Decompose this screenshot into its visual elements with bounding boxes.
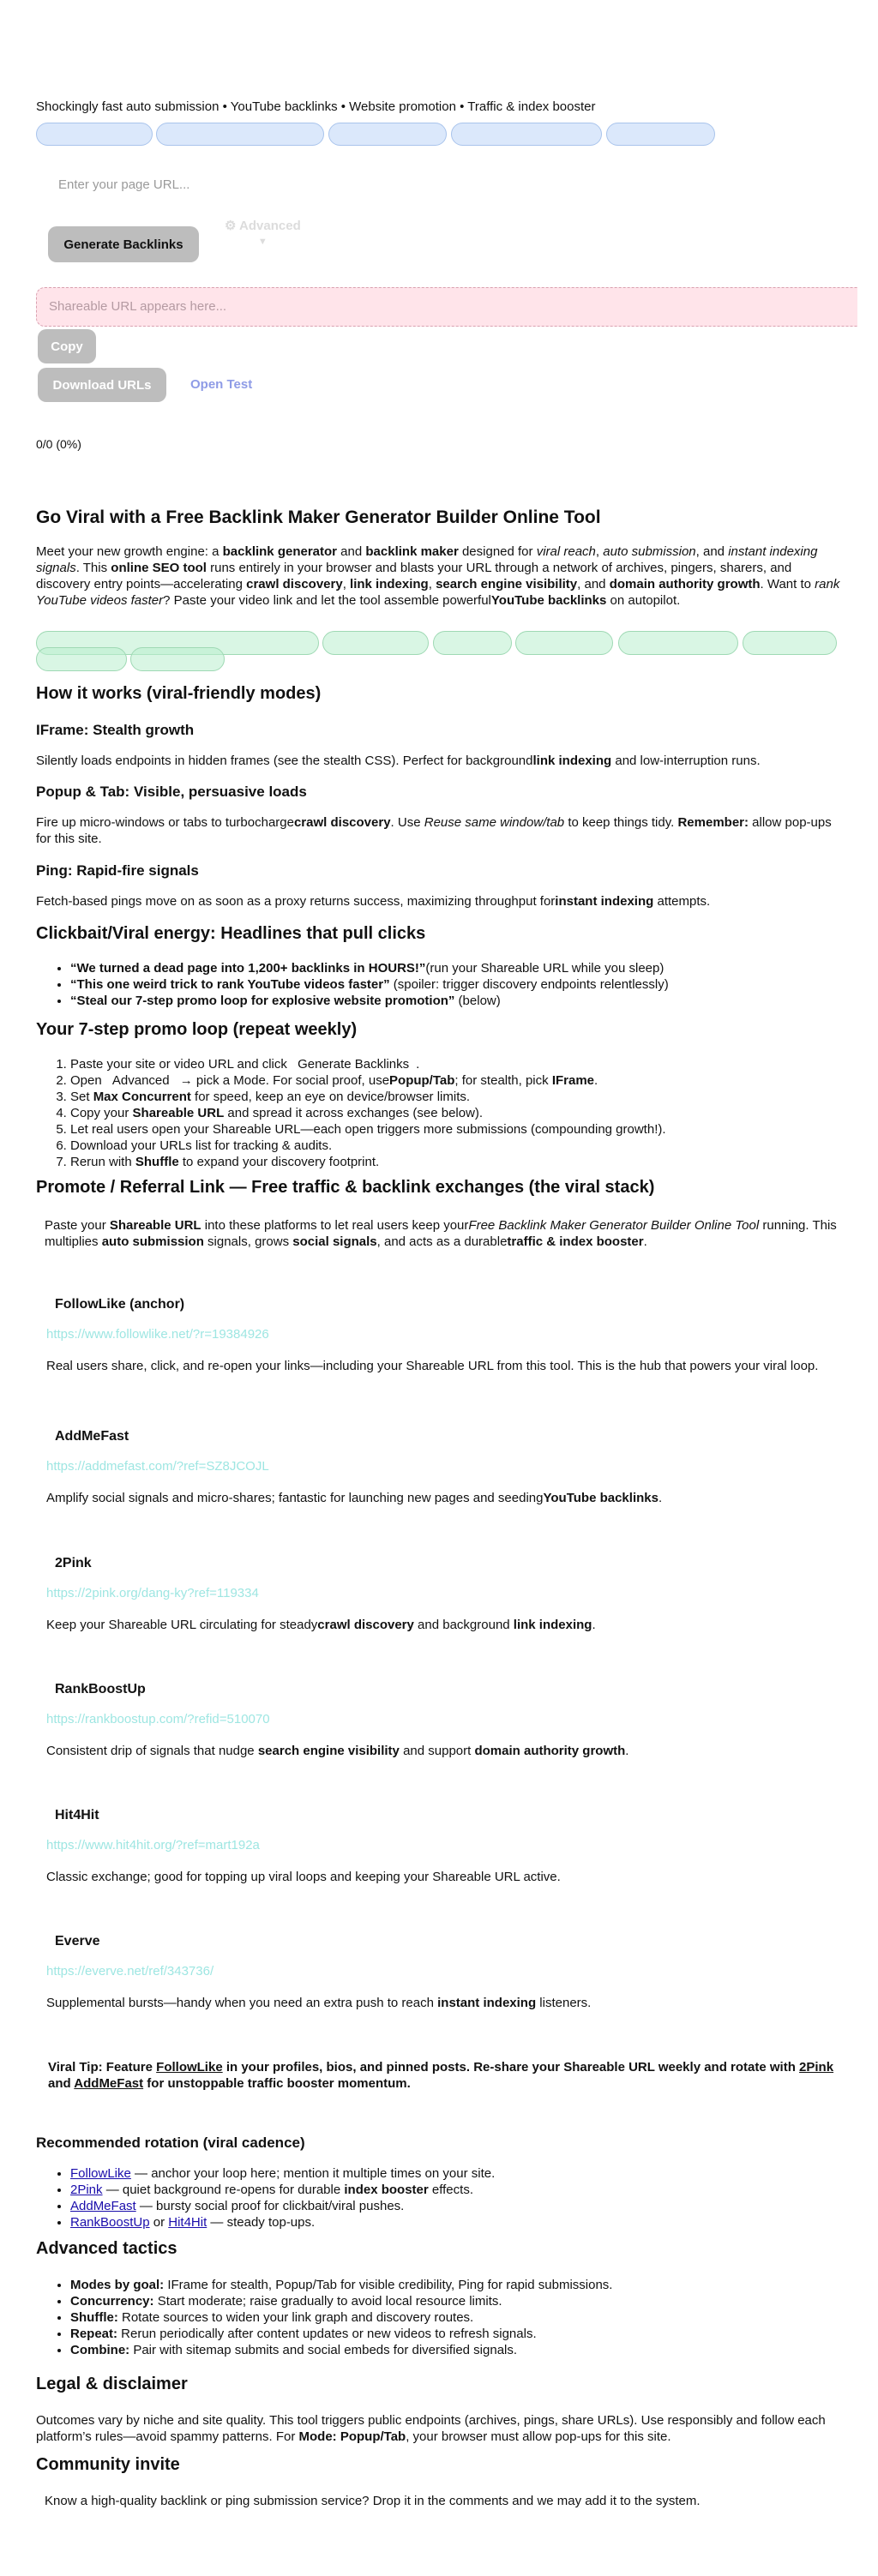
platform-desc-hit4hit: Classic exchange; good for topping up viral loops and keeping your Shareable URL active. xyxy=(46,1870,561,1884)
clickbait-title: Clickbait/Viral energy: Headlines that pull clicks xyxy=(36,924,426,943)
rotation-title: Recommended rotation (viral cadence) xyxy=(36,2135,305,2151)
progress-text: 0/0 (0%) xyxy=(36,437,81,451)
legal-title: Legal & disclaimer xyxy=(36,2375,188,2393)
platform-desc-addmefast: Amplify social signals and micro-shares; fantastic for launching new pages and seedingYouTube backlinks. xyxy=(46,1491,663,1505)
tip-link-addmefast[interactable]: AddMeFast xyxy=(74,2076,144,2091)
platform-link-addmefast[interactable]: https://addmefast.com/?ref=SZ8JCOJL xyxy=(46,1459,269,1474)
platform-name-followlike: FollowLike (anchor) xyxy=(55,1297,185,1312)
rotation-link-2pink[interactable]: 2Pink xyxy=(70,2183,103,2197)
loop-title: Your 7-step promo loop (repeat weekly) xyxy=(36,1020,358,1039)
download-urls-button[interactable]: Download URLs xyxy=(38,368,166,402)
platform-desc-followlike: Real users share, click, and re-open your links—including your Shareable URL from this tool. This is the hub that powers your viral loop. xyxy=(46,1359,819,1373)
list-item: • Shuffle: Rotate sources to widen your link graph and discovery routes. xyxy=(70,2309,847,2326)
rotation-link-rankboostup[interactable]: RankBoostUp xyxy=(70,2215,150,2230)
community-title: Community invite xyxy=(36,2455,180,2474)
advanced-label: ⚙ Advanced xyxy=(225,219,301,233)
tip-link-followlike[interactable]: FollowLike xyxy=(156,2060,223,2075)
keyword-pill[interactable] xyxy=(515,631,613,655)
advanced-list xyxy=(36,2277,847,2358)
popup-title: Popup & Tab: Visible, persuasive loads xyxy=(36,784,307,800)
keyword-pill[interactable] xyxy=(618,631,738,655)
platform-desc-everve: Supplemental bursts—handy when you need an extra push to reach instant indexing listeners. xyxy=(46,1996,592,2010)
clickbait-list xyxy=(36,960,847,1009)
keyword-pill[interactable] xyxy=(130,647,225,671)
popup-paragraph: Fire up micro-windows or tabs to turbochargecrawl discovery. Use Reuse same window/tab to keep things tidy. Remember: allow pop-ups for this site. xyxy=(36,815,832,846)
advanced-title: Advanced tactics xyxy=(36,2239,177,2258)
keyword-pill[interactable] xyxy=(36,647,127,671)
list-item: • Modes by goal: IFrame for stealth, Popup/Tab for visible credibility, Ping for rapid submissions. xyxy=(70,2277,847,2293)
platform-name-rankboostup: RankBoostUp xyxy=(55,1682,146,1696)
platform-desc-rankboostup: Consistent drip of signals that nudge search engine visibility and support domain authority growth. xyxy=(46,1744,629,1758)
step-item: 1. Paste your site or video URL and click Generate Backlinks . xyxy=(70,1056,847,1072)
platform-link-2pink[interactable]: https://2pink.org/dang-ky?ref=119334 xyxy=(46,1586,259,1600)
mode-pill[interactable] xyxy=(451,123,602,146)
iframe-paragraph: Silently loads endpoints in hidden frames (see the stealth CSS). Perfect for backgroundlink indexing and low-interruption runs. xyxy=(36,754,761,768)
list-item: • RankBoostUp or Hit4Hit — steady top-ups. xyxy=(70,2214,847,2231)
promote-intro: Paste your Shareable URL into these platforms to let real users keep yourFree Backlink Maker Generator Builder Online Tool running. This multiplies auto submission signals, grows social signals, and acts as a durabletraffic & index booster. xyxy=(45,1218,837,1249)
rotation-link-addmefast[interactable]: AddMeFast xyxy=(70,2199,136,2213)
how-title: How it works (viral-friendly modes) xyxy=(36,684,322,703)
step-item: 7. Rerun with Shuffle to expand your discovery footprint. xyxy=(70,1154,847,1170)
rotation-link-hit4hit[interactable]: Hit4Hit xyxy=(168,2215,207,2230)
tagline: Shockingly fast auto submission • YouTube backlinks • Website promotion • Traffic & index booster xyxy=(36,99,596,114)
iframe-title: IFrame: Stealth growth xyxy=(36,722,195,738)
platform-name-2pink: 2Pink xyxy=(55,1556,92,1570)
intro-paragraph: Meet your new growth engine: a backlink generator and backlink maker designed for viral reach, auto submission, and instant indexing signals. This online SEO tool runs entirely in your browser and blasts your URL through a network of archives, pingers, sharers, and discovery entry points—accelerating crawl discovery, link indexing, search engine visibility, and domain authority growth. Want to rank YouTube videos faster? Paste your video link and let the tool assemble powerfulYouTube backlinks on autopilot. xyxy=(36,544,840,608)
list-item: • “Steal our 7-step promo loop for explosive website promotion” (below) xyxy=(70,993,847,1009)
platform-name-everve: Everve xyxy=(55,1934,100,1949)
platform-desc-2pink: Keep your Shareable URL circulating for steadycrawl discovery and background link indexing. xyxy=(46,1618,596,1632)
mode-pill[interactable] xyxy=(156,123,324,146)
generate-backlinks-button[interactable]: Generate Backlinks xyxy=(48,226,199,262)
platform-name-hit4hit: Hit4Hit xyxy=(55,1808,99,1822)
advanced-toggle[interactable] xyxy=(225,218,301,247)
list-item: • Combine: Pair with sitemap submits and social embeds for diversified signals. xyxy=(70,2342,847,2358)
list-item: • AddMeFast — bursty social proof for clickbait/viral pushes. xyxy=(70,2198,847,2214)
list-item: • “This one weird trick to rank YouTube videos faster” (spoiler: trigger discovery endpoints relentlessly) xyxy=(70,976,847,993)
step-item: 6. Download your URLs list for tracking & audits. xyxy=(70,1138,847,1154)
step-item: 3. Set Max Concurrent for speed, keep an eye on device/browser limits. xyxy=(70,1089,847,1105)
mode-pill[interactable] xyxy=(606,123,715,146)
list-item: • 2Pink — quiet background re-opens for durable index booster effects. xyxy=(70,2182,847,2198)
list-item: • FollowLike — anchor your loop here; mention it multiple times on your site. xyxy=(70,2165,847,2182)
ping-title: Ping: Rapid-fire signals xyxy=(36,862,199,879)
mode-pill[interactable] xyxy=(36,123,153,146)
promote-title: Promote / Referral Link — Free traffic & backlink exchanges (the viral stack) xyxy=(36,1178,655,1197)
rotation-list xyxy=(36,2165,847,2231)
mode-pill[interactable] xyxy=(328,123,447,146)
copy-button[interactable]: Copy xyxy=(38,329,96,363)
ping-paragraph: Fetch-based pings move on as soon as a proxy returns success, maximizing throughput forinstant indexing attempts. xyxy=(36,894,711,909)
step-item: 4. Copy your Shareable URL and spread it across exchanges (see below). xyxy=(70,1105,847,1121)
platform-link-rankboostup[interactable]: https://rankboostup.com/?refid=510070 xyxy=(46,1712,270,1726)
platform-link-everve[interactable]: https://everve.net/ref/343736/ xyxy=(46,1964,214,1979)
community-paragraph: Know a high-quality backlink or ping submission service? Drop it in the comments and we may add it to the system. xyxy=(45,2494,701,2508)
open-test-link[interactable]: Open Test xyxy=(190,377,253,392)
chevron-down-icon: ▼ xyxy=(257,237,268,247)
shareable-url-field[interactable]: Shareable URL appears here... xyxy=(36,287,857,327)
keyword-pill-row xyxy=(36,631,847,682)
tip-link-2pink[interactable]: 2Pink xyxy=(799,2060,834,2075)
step-item: 2. Open Advanced → pick a Mode. For social proof, usePopup/Tab; for stealth, pick IFrame. xyxy=(70,1072,847,1089)
platform-link-followlike[interactable]: https://www.followlike.net/?r=19384926 xyxy=(46,1327,269,1342)
list-item: • Repeat: Rerun periodically after content updates or new videos to refresh signals. xyxy=(70,2326,847,2342)
rotation-link-followlike[interactable]: FollowLike xyxy=(70,2166,131,2181)
url-input[interactable] xyxy=(38,170,844,199)
platform-link-hit4hit[interactable]: https://www.hit4hit.org/?ref=mart192a xyxy=(46,1838,260,1852)
list-item: • Concurrency: Start moderate; raise gradually to avoid local resource limits. xyxy=(70,2293,847,2309)
keyword-pill[interactable] xyxy=(322,631,429,655)
keyword-pill[interactable] xyxy=(433,631,512,655)
list-item: • “We turned a dead page into 1,200+ backlinks in HOURS!”(run your Shareable URL while you sleep) xyxy=(70,960,847,976)
loop-steps xyxy=(36,1056,847,1170)
legal-paragraph: Outcomes vary by niche and site quality. This tool triggers public endpoints (archives, pings, share URLs). Use responsibly and follow each platform’s rules—avoid spammy patterns. For Mode: Popup/Tab, your browser must allow pop-ups for this site. xyxy=(36,2413,826,2444)
keyword-pill[interactable] xyxy=(743,631,837,655)
intro-title: Go Viral with a Free Backlink Maker Generator Builder Online Tool xyxy=(36,507,601,527)
platform-name-addmefast: AddMeFast xyxy=(55,1429,129,1444)
step-item: 5. Let real users open your Shareable URL—each open triggers more submissions (compounding growth!). xyxy=(70,1121,847,1138)
viral-tip: Viral Tip: Feature FollowLike in your profiles, bios, and pinned posts. Re-share your Shareable URL weekly and rotate with 2Pink and AddMeFast for unstoppable traffic booster momentum. xyxy=(48,2060,834,2091)
